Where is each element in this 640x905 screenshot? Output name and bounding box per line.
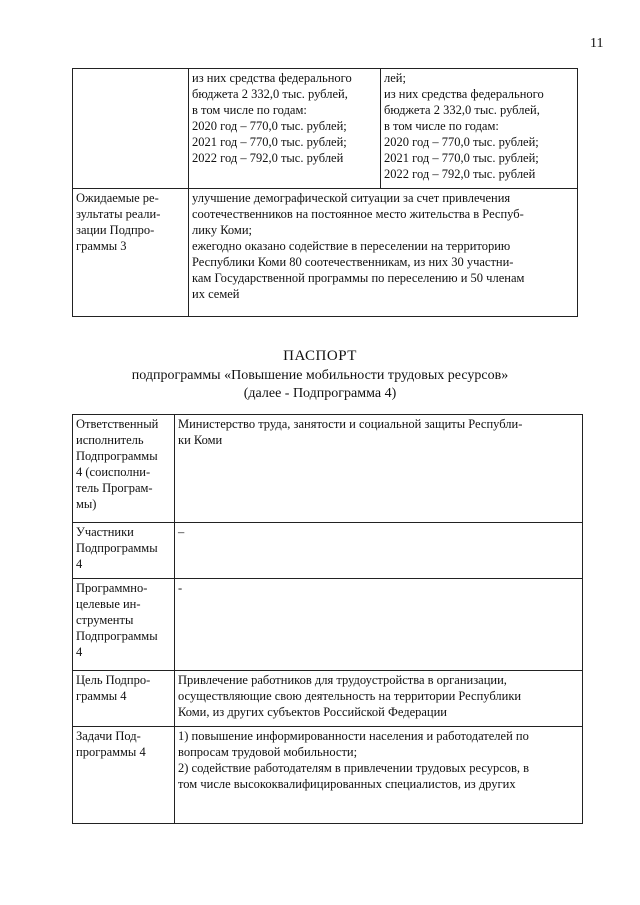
row-label-cell [73,69,189,189]
table-row [73,579,583,671]
row-value-cell: 1) повышение информированности населения и работодателей по вопросам трудовой мобильности; 2) содействие работодателям в привлечении трудовых ресурсов, в том числе высококвалифицированных специалистов, из других [175,727,583,824]
row-label-cell: Ответственный исполнитель Подпрограммы 4 (соисполни- тель Програм- мы) [73,415,175,523]
page-number: 11 [590,36,604,51]
row-label-cell: Ожидаемые ре- зультаты реали- зации Подпро- граммы 3 [73,189,189,317]
expected-results-cell: улучшение демографической ситуации за счет привлечения соотечественников на постоянное место жительства в Респуб- лику Коми; ежегодно оказано содействие в переселении на территорию Республики Коми 80 соотечественникам, из них 30 участни- кам Государственной программы по переселению и 50 членам их семей [189,189,578,317]
table-row [73,671,583,727]
table-row [73,523,583,579]
row-value-cell: Привлечение работников для трудоустройства в организации, осуществляющие свою деятельность на территории Республики Коми, из других субъектов Российской Федерации [175,671,583,727]
passport-subtitle: подпрограммы «Повышение мобильности трудовых ресурсов» [131,368,509,383]
budget-cell-right: лей; из них средства федерального бюджета 2 332,0 тыс. рублей, в том числе по годам: 2020 год – 770,0 тыс. рублей; 2021 год – 770,0 тыс. рублей; 2022 год – 792,0 тыс. рублей [381,69,578,189]
table-row [73,69,578,189]
row-label-cell: Программно- целевые ин- струменты Подпрограммы 4 [73,579,175,671]
row-label-cell: Цель Подпро- граммы 4 [73,671,175,727]
row-value-cell: Министерство труда, занятости и социальной защиты Республи- ки Коми [175,415,583,523]
passport-title: ПАСПОРТ [283,348,357,364]
table-row [73,189,578,317]
row-value-cell: - [175,579,583,671]
table-row [73,727,583,824]
row-label-cell: Участники Подпрограммы 4 [73,523,175,579]
table-row [73,415,583,523]
row-value-cell: – [175,523,583,579]
budget-cell-left: из них средства федерального бюджета 2 332,0 тыс. рублей, в том числе по годам: 2020 год – 770,0 тыс. рублей; 2021 год – 770,0 тыс. рублей; 2022 год – 792,0 тыс. рублей [189,69,381,189]
passport-table [72,414,583,824]
row-label-cell: Задачи Под- программы 4 [73,727,175,824]
passport-note: (далее - Подпрограмма 4) [243,386,397,401]
budget-results-table [72,68,578,317]
